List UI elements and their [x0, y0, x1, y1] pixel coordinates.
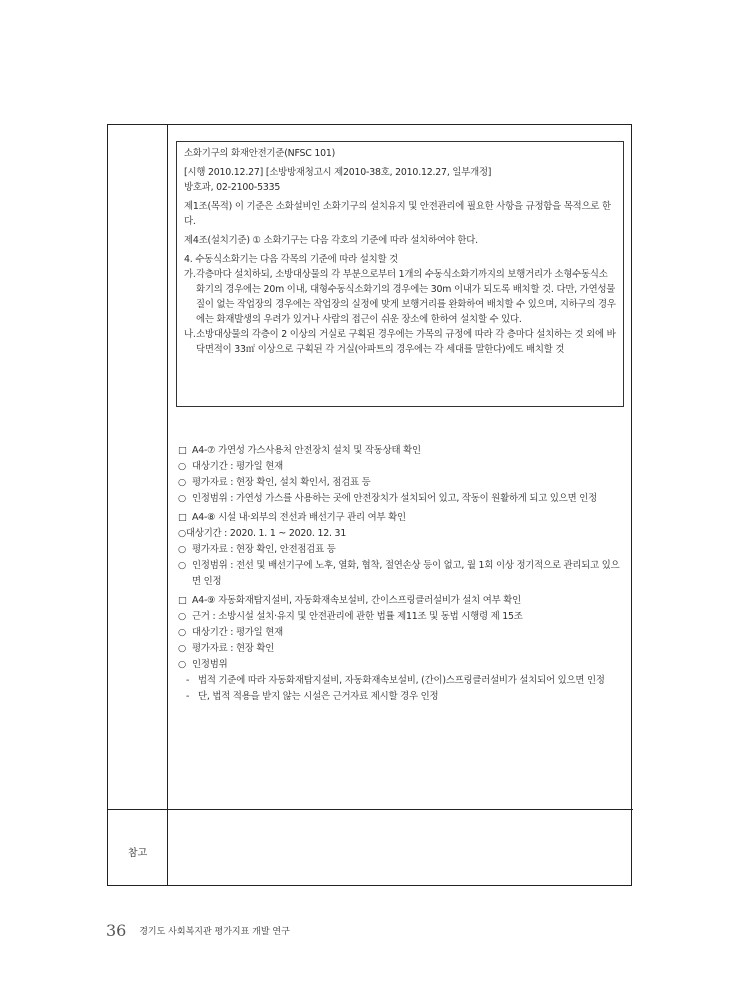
criterion-a4-8-scope	[178, 558, 626, 590]
subclause-ga	[184, 267, 616, 327]
criterion-a4-7-period	[178, 459, 626, 475]
criterion-a4-9-title	[178, 593, 626, 609]
material-text: 평가자료 : 현장 확인, 설치 확인서, 점검표 등	[192, 477, 371, 488]
article-1: 제1조(목적) 이 기준은 소화설비인 소화기구의 설치유지 및 안전관리에 필요한 사항을 규정함을 목적으로 한다.	[184, 201, 611, 227]
regulation-box	[176, 141, 624, 407]
circle-marker: ○	[178, 643, 186, 654]
period-text: 대상기간 : 평가일 현재	[192, 627, 284, 638]
material-text: 평가자료 : 현장 확인	[192, 643, 275, 654]
footer-title: 경기도 사회복지관 평가지표 개발 연구	[139, 927, 290, 937]
criterion-a4-7-material	[178, 475, 626, 491]
dash-text: 단, 법적 적용을 받지 않는 시설은 근거자료 제시할 경우 인정	[198, 691, 439, 702]
criterion-a4-8-period: ○대상기간 : 2020. 1. 1 ~ 2020. 12. 31	[178, 528, 347, 539]
period-text: 대상기간 : 평가일 현재	[192, 461, 284, 472]
circle-marker: ○	[178, 461, 186, 472]
scope-text: 인정범위	[192, 659, 228, 670]
dash-text: 법적 기준에 따라 자동화재탐지설비, 자동화재속보설비, (간이)스프링클러설비가 설치되어 있으면 인정	[198, 675, 605, 686]
subclause-ga-text: 각층마다 설치하되, 소방대상물의 각 부분으로부터 1개의 수동식소화기까지의 보행거리가 소형수동식소화기의 경우에는 20m 이내, 대형수동식소화기의 경우에는 30m 이내가 되도록 배치할 것. 다만, 가연성물질이 없는 작업장의 경우에는 작업장의 실정에 맞게 보행거리를 완화하여 배치할 수 있으며, 지하구의 경우에는 화재발생의 우려가 있거나 사람의 접근이 쉬운 장소에 한하여 설치할 수 있다.	[196, 269, 616, 325]
square-marker: □	[178, 445, 187, 456]
page-footer	[106, 921, 290, 940]
scope-text: 인정범위 : 가연성 가스를 사용하는 곳에 안전장치가 설치되어 있고, 작동이 원활하게 되고 있으면 인정	[192, 493, 597, 504]
subclause-ga-marker: 가.	[184, 269, 196, 280]
clause-4: 4. 수동식소화기는 다음 각목의 기준에 따라 설치할 것	[184, 254, 398, 265]
reference-label: 참고	[127, 848, 148, 859]
criterion-title-text: A4-⑦ 가연성 가스사용처 안전장치 설치 및 작동상태 확인	[192, 445, 421, 456]
square-marker: □	[178, 595, 187, 606]
dash-marker: -	[186, 675, 190, 686]
regulation-enforcement: [시행 2010.12.27] [소방방재청고시 제2010-38호, 2010.12.27, 일부개정]	[184, 167, 492, 178]
circle-marker: ○	[178, 544, 186, 555]
criterion-a4-8-material	[178, 542, 626, 558]
criterion-a4-9-basis	[178, 609, 626, 625]
regulation-department: 방호과, 02-2100-5335	[184, 182, 281, 193]
subclause-na	[184, 327, 616, 357]
regulation-title: 소화기구의 화재안전기준(NFSC 101)	[184, 148, 336, 159]
criterion-a4-9-material	[178, 641, 626, 657]
basis-text: 근거 : 소방시설 설치·유지 및 안전관리에 관한 법률 제11조 및 동법 시행령 제 15조	[192, 611, 523, 622]
circle-marker: ○	[178, 560, 186, 571]
criterion-title-text: A4-⑨ 자동화재탐지설비, 자동화재속보설비, 간이스프링클러설비가 설치 여부 확인	[192, 595, 522, 606]
square-marker: □	[178, 512, 187, 523]
criterion-a4-7-scope	[178, 491, 626, 507]
criterion-a4-9-dash-2	[178, 689, 626, 705]
circle-marker: ○	[178, 611, 186, 622]
subclause-na-marker: 나.	[184, 329, 196, 340]
scope-text: 인정범위 : 전선 및 배선기구에 노후, 열화, 협착, 절연손상 등이 없고, 월 1회 이상 정기적으로 관리되고 있으면 인정	[192, 560, 620, 587]
row-divider	[108, 809, 633, 810]
circle-marker: ○	[178, 477, 186, 488]
criterion-a4-7-title	[178, 443, 626, 459]
circle-marker: ○	[178, 659, 186, 670]
criterion-a4-9-period	[178, 625, 626, 641]
circle-marker: ○	[178, 627, 186, 638]
article-4: 제4조(설치기준) ① 소화기구는 다음 각호의 기준에 따라 설치하여야 한다.	[184, 235, 478, 246]
criterion-a4-9-scope	[178, 657, 626, 673]
circle-marker: ○	[178, 493, 186, 504]
criterion-title-text: A4-⑧ 시설 내·외부의 전선과 배선기구 관리 여부 확인	[192, 512, 406, 523]
dash-marker: -	[186, 691, 190, 702]
criterion-a4-8-title	[178, 510, 626, 526]
subclause-na-text: 소방대상물의 각층이 2 이상의 거실로 구획된 경우에는 가목의 규정에 따라 각 층마다 설치하는 것 외에 바닥면적이 33㎡ 이상으로 구획된 각 거실(아파트의 경우에는 각 세대를 말한다)에도 배치할 것	[196, 329, 616, 355]
criterion-a4-9-dash-1	[178, 673, 626, 689]
material-text: 평가자료 : 현장 확인, 안전점검표 등	[192, 544, 336, 555]
criteria-section	[178, 440, 626, 705]
label-column-divider	[167, 125, 168, 885]
page-number: 36	[106, 921, 127, 940]
